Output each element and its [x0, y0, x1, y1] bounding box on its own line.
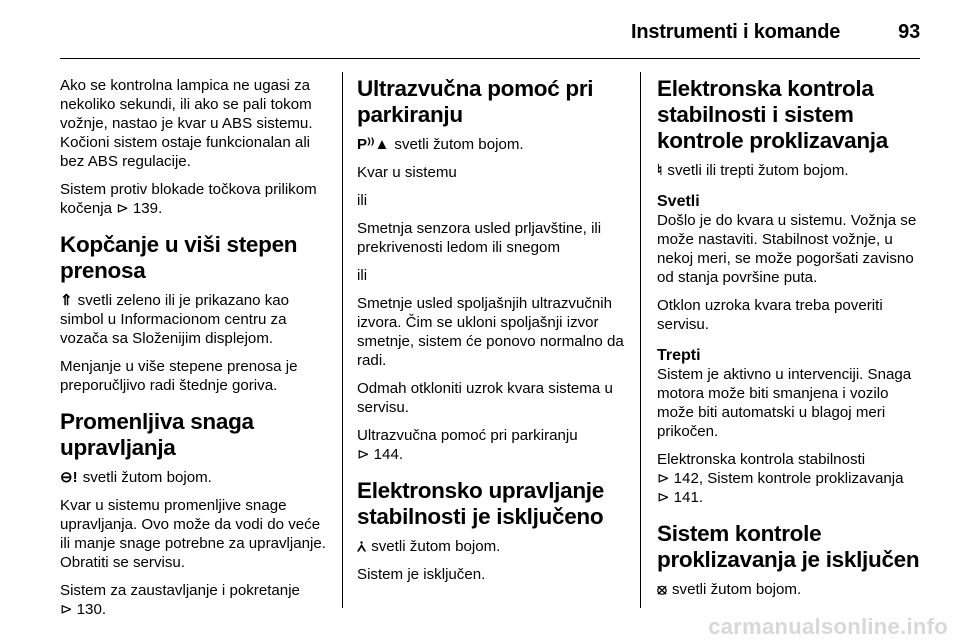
upshift-arrow-icon: ⇑ — [60, 292, 73, 309]
page-link[interactable]: 130. — [76, 601, 107, 618]
reference-arrow-icon: ⊳ — [60, 601, 73, 618]
parking-sensor-icon: P⁾⁾▲ — [357, 136, 390, 153]
header-divider — [60, 58, 920, 59]
parking-dirt: Smetnja senzora usled prljavštine, ili prekrivenosti ledom ili snegom — [357, 220, 602, 256]
esc-off-paragraph: Sistem je isključen. — [357, 566, 486, 583]
page-number: 93 — [898, 20, 920, 43]
heading-esc: Elektronska kontrola stabilnosti i sistem kontrole proklizavanja — [657, 76, 888, 153]
column-2 — [357, 76, 627, 593]
reference-arrow-icon: ⊳ — [357, 446, 370, 463]
steering-paragraph: Kvar u sistemu promenljive snage upravljanja. Ovo može da vodi do veće ili manje snage potrebne za upravljanje. Obratiti se servisu. — [60, 497, 326, 571]
subheading-svetli: Svetli — [657, 193, 700, 210]
column-1 — [60, 76, 328, 628]
heading-esc-off: Elektronsko upravljanje stabilnosti je isključeno — [357, 478, 604, 529]
page-link[interactable]: 144. — [373, 446, 404, 463]
column-divider-1 — [342, 72, 343, 608]
parking-or-2: ili — [357, 267, 368, 284]
page-header — [60, 18, 920, 46]
subheading-trepti: Trepti — [657, 347, 701, 364]
page-link[interactable]: 139. — [132, 200, 163, 217]
stop-start-reference: Sistem za zaustavljanje i pokretanje ⊳ 130. — [60, 582, 300, 618]
column-3 — [657, 76, 925, 608]
watermark: carmanualsonline.info — [708, 614, 948, 639]
svetli-paragraph-1: Došlo je do kvara u sistemu. Vožnja se može nastaviti. Stabilnost vožnje, u nekoj meri, se može pogoršati zavisno od stanja površine puta. — [657, 212, 917, 286]
esc-off-icon: ⩑ — [357, 538, 367, 555]
upshift-indicator: ⇑ svetli zeleno ili je prikazano kao simbol u Informacionom centru za vozača sa Složenijim displejom. — [60, 292, 290, 347]
parking-indicator: P⁾⁾▲ svetli žutom bojom. — [357, 136, 524, 153]
abs-reference: Sistem protiv blokade točkova prilikom kočenja ⊳ 139. — [60, 181, 317, 217]
heading-upshift: Kopčanje u viši stepen prenosa — [60, 232, 298, 283]
upshift-paragraph: Menjanje u više stepene prenosa je preporučljivo radi štednje goriva. — [60, 358, 298, 394]
trepti-paragraph-1: Sistem je aktivno u intervenciji. Snaga motora može biti smanjena i vozilo može biti automatski u blagoj meri prikočen. — [657, 366, 912, 440]
esc-off-indicator: ⩑ svetli žutom bojom. — [357, 538, 501, 555]
page-link[interactable]: 141. — [673, 489, 704, 506]
steering-indicator: ⊖! svetli žutom bojom. — [60, 469, 212, 486]
parking-remove: Odmah otkloniti uzrok kvara sistema u servisu. — [357, 380, 613, 416]
parking-interference: Smetnje usled spoljašnjih ultrazvučnih izvora. Čim se ukloni spoljašnji izvor smetnje, sistem će ponovo normalno da radi. — [357, 295, 624, 369]
reference-arrow-icon: ⊳ — [116, 200, 129, 217]
parking-or-1: ili — [357, 192, 368, 209]
heading-tc-off: Sistem kontrole proklizavanja je isključen — [657, 521, 920, 572]
svetli-paragraph-2: Otklon uzroka kvara treba poveriti servisu. — [657, 297, 883, 333]
esc-icon: ♮ — [657, 162, 663, 179]
abs-paragraph: Ako se kontrolna lampica ne ugasi za nekoliko sekundi, ili ako se pali tokom vožnje, nastao je kvar u ABS sistemu. Kočioni sistem ostaje funkcionalan ali bez ABS regulacije. — [60, 77, 313, 170]
column-divider-2 — [640, 72, 641, 608]
steering-warning-icon: ⊖! — [60, 469, 78, 486]
reference-arrow-icon: ⊳ — [657, 470, 670, 487]
reference-arrow-icon: ⊳ — [657, 489, 670, 506]
parking-reference: Ultrazvučna pomoć pri parkiranju ⊳ 144. — [357, 427, 578, 463]
heading-power-steering: Promenljiva snaga upravljanja — [60, 409, 254, 460]
page-link[interactable]: 142, Sistem kontrole proklizavanja — [673, 470, 904, 487]
parking-fault: Kvar u sistemu — [357, 164, 457, 181]
tc-off-indicator: ⦻ svetli žutom bojom. — [657, 581, 802, 598]
esc-indicator: ♮ svetli ili trepti žutom bojom. — [657, 162, 849, 179]
heading-parking-assist: Ultrazvučna pomoć pri parkiranju — [357, 76, 594, 127]
page-title: Instrumenti i komande — [630, 20, 841, 43]
trepti-reference: Elektronska kontrola stabilnosti ⊳ 142, Sistem kontrole proklizavanja ⊳ 141. — [657, 451, 904, 506]
tc-off-icon: ⦻ — [657, 581, 667, 598]
